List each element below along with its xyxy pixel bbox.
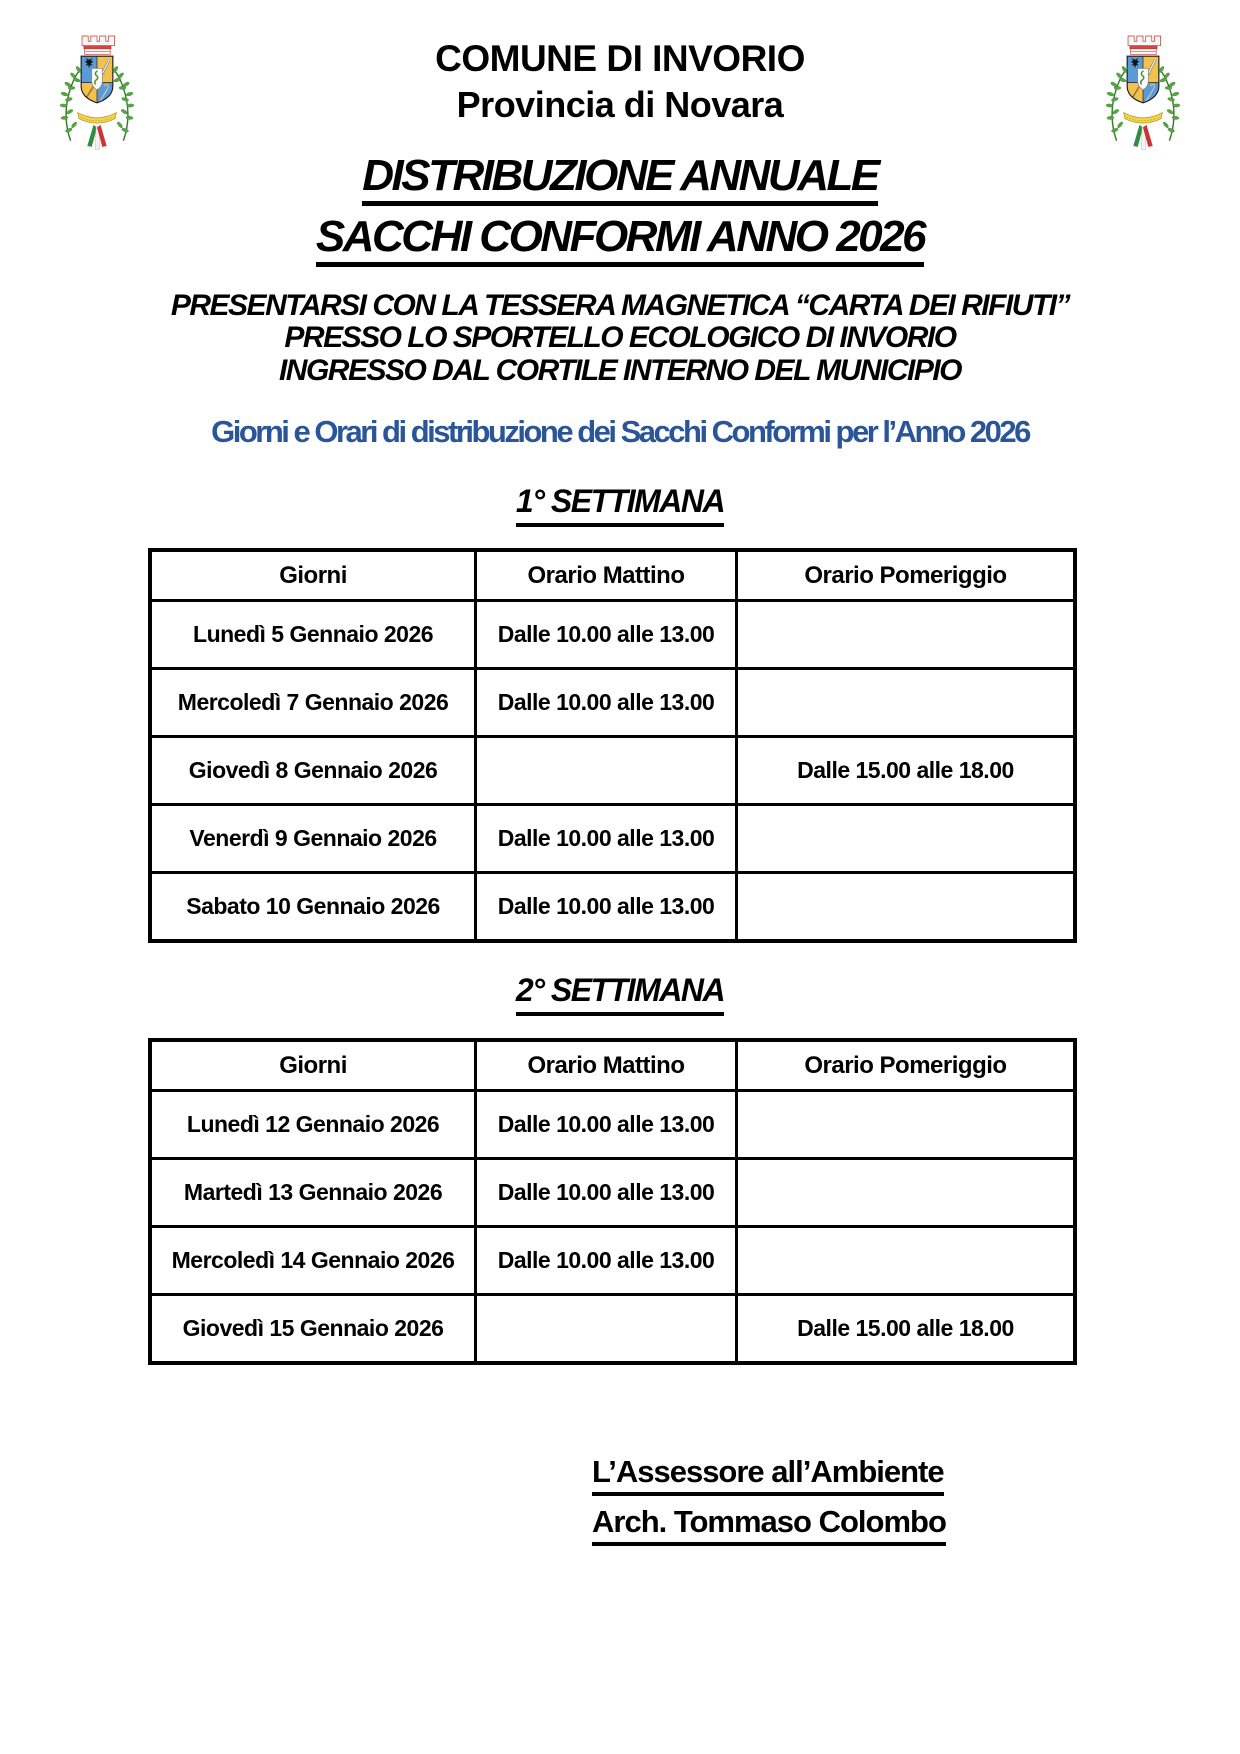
document-title (0, 151, 1240, 276)
week2-heading: 2° SETTIMANA (0, 972, 1240, 1016)
table-cell: Mercoledì 14 Gennaio 2026 (150, 1227, 476, 1295)
municipality-name: COMUNE DI INVORIO (435, 38, 805, 79)
table-cell: Lunedì 12 Gennaio 2026 (150, 1091, 476, 1159)
table-cell: Mercoledì 7 Gennaio 2026 (150, 669, 476, 737)
table-row (150, 873, 1075, 942)
table-cell: Dalle 10.00 alle 13.00 (476, 1227, 737, 1295)
table-row (150, 805, 1075, 873)
table-header-row (150, 550, 1075, 601)
column-header: Orario Pomeriggio (736, 550, 1075, 601)
table-row (150, 1091, 1075, 1159)
column-header: Orario Pomeriggio (736, 1040, 1075, 1091)
table-row (150, 1227, 1075, 1295)
table-header-row (150, 1040, 1075, 1091)
table-cell (736, 1091, 1075, 1159)
table-row (150, 601, 1075, 669)
table-cell: Giovedì 8 Gennaio 2026 (150, 737, 476, 805)
column-header: Giorni (150, 1040, 476, 1091)
table-cell (736, 669, 1075, 737)
table-cell (736, 1159, 1075, 1227)
table-cell: Martedì 13 Gennaio 2026 (150, 1159, 476, 1227)
table-cell: Lunedì 5 Gennaio 2026 (150, 601, 476, 669)
table-row (150, 669, 1075, 737)
title-line-1: DISTRIBUZIONE ANNUALE (0, 154, 1240, 206)
notice-line-2: PRESSO LO SPORTELLO ECOLOGICO DI INVORIO (284, 321, 956, 355)
table-cell: Dalle 10.00 alle 13.00 (476, 601, 737, 669)
table-cell: Giovedì 15 Gennaio 2026 (150, 1295, 476, 1364)
signature-name: Arch. Tommaso Colombo (592, 1506, 946, 1546)
table-cell: Dalle 10.00 alle 13.00 (476, 669, 737, 737)
column-header: Orario Mattino (476, 550, 737, 601)
table-cell: Dalle 15.00 alle 18.00 (736, 1295, 1075, 1364)
table-cell: Venerdì 9 Gennaio 2026 (150, 805, 476, 873)
notice-line-1: PRESENTARSI CON LA TESSERA MAGNETICA “CARTA DEI RIFIUTI” (170, 289, 1070, 322)
schedule-intro: Giorni e Orari di distribuzione dei Sacchi Conformi per l’Anno 2026 (211, 414, 1029, 449)
table-cell: Dalle 10.00 alle 13.00 (476, 1091, 737, 1159)
table-cell (476, 1295, 737, 1364)
table-cell (736, 873, 1075, 942)
column-header: Giorni (150, 550, 476, 601)
table-cell (736, 1227, 1075, 1295)
table-cell: Dalle 10.00 alle 13.00 (476, 873, 737, 942)
notice-line-3: INGRESSO DAL CORTILE INTERNO DEL MUNICIPIO (278, 353, 962, 387)
table-row (150, 737, 1075, 805)
table-cell (736, 805, 1075, 873)
title-line-2: SACCHI CONFORMI ANNO 2026 (0, 215, 1240, 267)
signature-role: L’Assessore all’Ambiente (592, 1456, 946, 1496)
signature-block (592, 1456, 946, 1556)
table-cell (476, 737, 737, 805)
table-cell (736, 601, 1075, 669)
week1-schedule-table (148, 548, 1077, 943)
week2-schedule-table (148, 1038, 1077, 1365)
table-row (150, 1159, 1075, 1227)
table-cell: Dalle 10.00 alle 13.00 (476, 805, 737, 873)
week1-heading: 1° SETTIMANA (0, 483, 1240, 527)
table-row (150, 1295, 1075, 1364)
table-cell: Sabato 10 Gennaio 2026 (150, 873, 476, 942)
province-name: Provincia di Novara (456, 83, 784, 125)
table-cell: Dalle 10.00 alle 13.00 (476, 1159, 737, 1227)
notice-text (0, 290, 1240, 387)
table-cell: Dalle 15.00 alle 18.00 (736, 737, 1075, 805)
column-header: Orario Mattino (476, 1040, 737, 1091)
document-header (0, 40, 1240, 124)
